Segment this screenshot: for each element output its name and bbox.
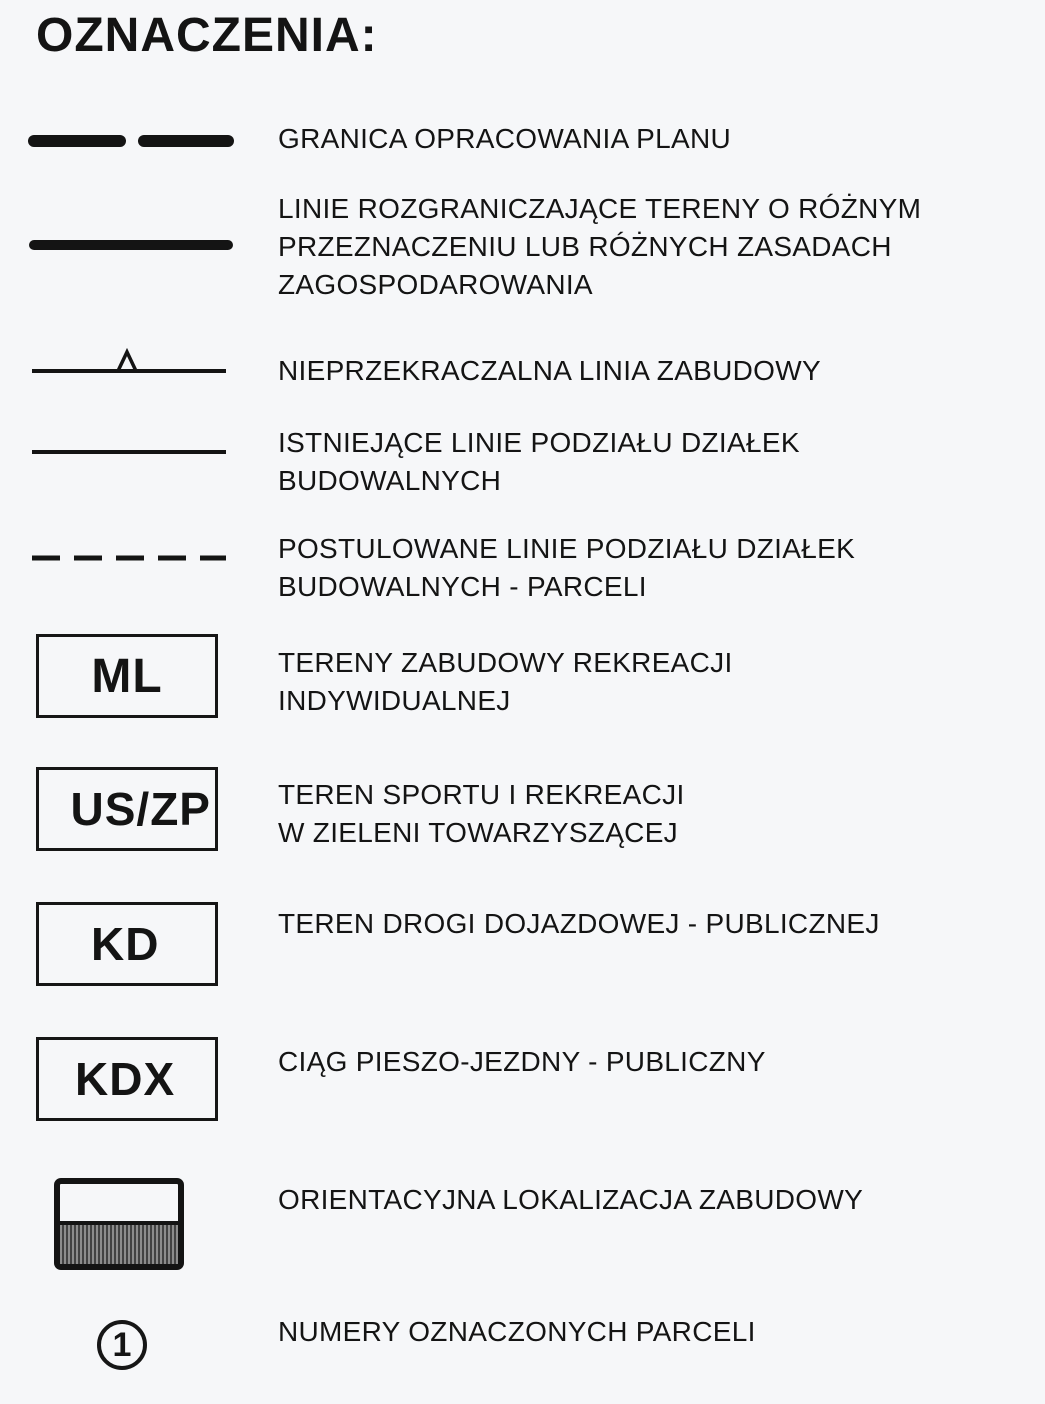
demarcation-line-symbol [28,235,234,255]
legend-label-line: BUDOWALNYCH [278,465,502,496]
legend-item-postulated-division [278,530,855,606]
legend-label-line: W ZIELENI TOWARZYSZĄCEJ [278,817,678,848]
building-location-icon [54,1178,184,1270]
legend-item-kdx [278,1043,766,1081]
postulated-division-line-symbol [30,550,230,566]
zone-code-us-zp: US/ZP [36,767,218,851]
legend-title: OZNACZENIA: [36,9,378,62]
legend-label-line: ZAGOSPODAROWANIA [278,269,593,300]
existing-division-line-symbol [30,444,230,460]
legend-item-demarcation-lines [278,190,921,304]
building-line-triangle-symbol [30,342,230,378]
legend-label-line: GRANICA OPRACOWANIA PLANU [278,123,731,154]
legend-item-parcel-numbers [278,1313,756,1351]
legend-label-line: PRZEZNACZENIU LUB RÓŻNYCH ZASADACH [278,231,892,262]
zone-code-ml: ML [36,634,218,718]
legend-item-existing-division [278,424,800,500]
plan-boundary-symbol [28,130,234,152]
legend-item-us-zp [278,776,685,852]
legend-label-line: POSTULOWANE LINIE PODZIAŁU DZIAŁEK [278,533,856,564]
zone-code-kdx: KDX [36,1037,218,1121]
parcel-number-icon: 1 [97,1320,147,1370]
legend-item-building-location [278,1181,863,1219]
legend-label-line: LINIE ROZGRANICZAJĄCE TERENY O RÓŻNYM [278,193,922,224]
legend-item-ml [278,644,733,720]
legend-item-kd [278,905,880,943]
legend-label-line: NUMERY OZNACZONYCH PARCELI [278,1316,756,1347]
legend-label-line: TEREN DROGI DOJAZDOWEJ - PUBLICZNEJ [278,908,880,939]
legend-label-line: BUDOWALNYCH - PARCELI [278,571,647,602]
legend-item-building-line [278,352,821,390]
legend-label-line: TERENY ZABUDOWY REKREACJI [278,647,733,678]
zone-code-kd: KD [36,902,218,986]
legend-label-line: ISTNIEJĄCE LINIE PODZIAŁU DZIAŁEK [278,427,800,458]
legend-label-line: ORIENTACYJNA LOKALIZACJA ZABUDOWY [278,1184,864,1215]
legend-label-line: CIĄG PIESZO-JEZDNY - PUBLICZNY [278,1046,766,1077]
legend-label-line: TEREN SPORTU I REKREACJI [278,779,685,810]
legend-item-plan-boundary [278,120,731,158]
legend-label-line: INDYWIDUALNEJ [278,685,511,716]
legend-label-line: NIEPRZEKRACZALNA LINIA ZABUDOWY [278,355,821,386]
